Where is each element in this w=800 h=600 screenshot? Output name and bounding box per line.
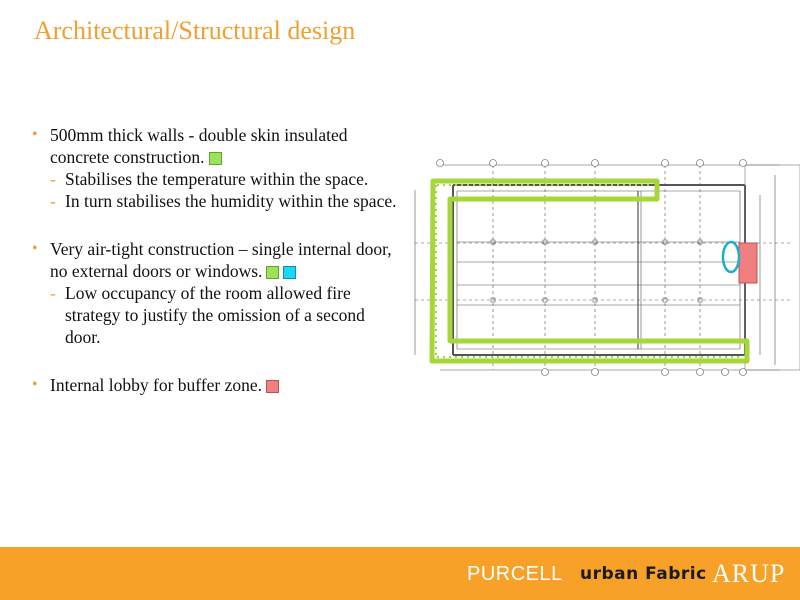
cyan-marker-icon [283, 266, 296, 279]
arup-logo: ARUP [712, 559, 786, 588]
sub-bullet-temperature [30, 168, 402, 190]
bullet-lobby [30, 374, 402, 396]
dash-marker: - [50, 169, 56, 189]
door-highlight [723, 242, 739, 272]
bullet-lobby-text: Internal lobby for buffer zone. [50, 375, 263, 395]
footer-bar [0, 547, 800, 600]
bullet-dot: • [32, 376, 38, 393]
dash-marker: - [50, 283, 56, 303]
sub-bullet-humidity-text: In turn stabilises the humidity within the space. [65, 191, 397, 211]
purcell-logo: PURCELL [467, 563, 563, 585]
bullet-list [30, 124, 402, 396]
lobby-highlight [739, 243, 757, 283]
bullet-dot: • [32, 126, 38, 143]
sub-bullet-temperature-text: Stabilises the temperature within the space. [65, 169, 369, 189]
bullet-walls [30, 124, 402, 168]
bullet-dot: • [32, 240, 38, 257]
urban-fabric-logo: urban Fabric [580, 564, 707, 584]
red-marker-icon [266, 380, 279, 393]
sub-bullet-occupancy-text: Low occupancy of the room allowed fire strategy to justify the omission of a second door. [65, 283, 365, 347]
green-marker-icon [266, 266, 279, 279]
wall-highlight-scallops [436, 185, 743, 357]
bullet-airtight-text: Very air-tight construction – single internal door, no external doors or windows. [50, 239, 392, 281]
floor-plan-drawing [405, 155, 800, 385]
bullet-airtight [30, 238, 402, 282]
sub-bullet-humidity [30, 190, 402, 212]
green-marker-icon [209, 152, 222, 165]
slide-title: Architectural/Structural design [34, 16, 356, 45]
bullet-walls-text: 500mm thick walls - double skin insulated concrete construction. [50, 125, 348, 167]
sub-bullet-occupancy [30, 282, 402, 348]
dash-marker: - [50, 191, 56, 211]
